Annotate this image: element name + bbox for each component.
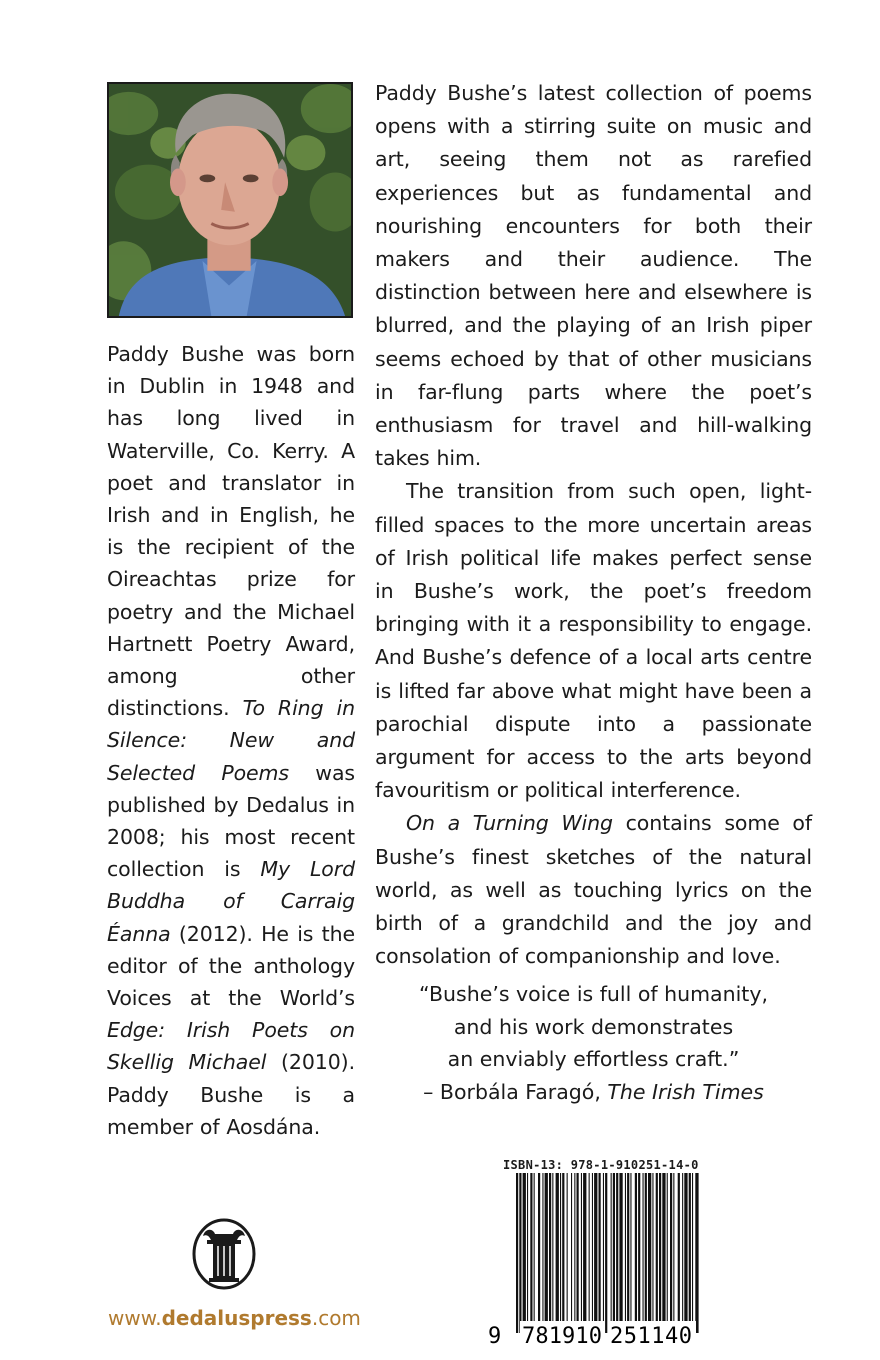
site-name: dedaluspress: [161, 1306, 312, 1330]
review-quote: [375, 978, 812, 1108]
description-paragraph-2: The transition from such open, light-filled spaces to the more uncertain areas of Irish political life makes perfect sense in Bushe’s work, the poet’s freedom bringing with it a responsibility to engage. And Bushe’s defence of a local arts centre is lifted far above what might have been a parochial dispute into a passionate argument for access to the arts beyond favouritism or political interference.: [375, 479, 812, 803]
barcode-bar: [605, 1173, 607, 1333]
author-photo: [107, 82, 353, 318]
book-title: On a Turning Wing: [406, 811, 613, 836]
barcode-bar: [673, 1173, 674, 1333]
bio-text-1: Paddy Bushe was born in Dublin in 1948 and has long lived in Waterville, Co. Kerry. A poet and translator in Irish and in English, he is the recipient of the Oireachtas prize for poetry and the Michael Hartnett Poetry Award, among other distinctions.: [107, 342, 355, 721]
barcode-bar: [567, 1173, 568, 1333]
bio-text-4: (2010). Paddy Bushe is a member of Aosdána.: [107, 1050, 355, 1139]
isbn-label: ISBN-13: 978-1-910251-14-0: [503, 1158, 699, 1172]
bio-book-title-2: My Lord Buddha of Carraig Éanna: [107, 857, 355, 946]
barcode-bar: [638, 1173, 640, 1333]
barcode-bar: [684, 1173, 687, 1333]
bio-text-2: was published by Dedalus in 2008; his most recent collection is: [107, 760, 355, 882]
barcode-bar: [662, 1173, 665, 1333]
barcode-bar: [695, 1173, 698, 1333]
publisher-website-link[interactable]: [108, 1306, 361, 1330]
barcode-bar: [549, 1173, 551, 1333]
quote-attribution: [375, 1076, 812, 1109]
barcode-bar: [530, 1173, 532, 1333]
barcode-first-digit: 9: [488, 1324, 502, 1349]
barcode-bar: [603, 1173, 604, 1333]
barcode-bar: [670, 1173, 672, 1333]
barcode-bar: [545, 1173, 548, 1333]
quote-line-3: an enviably effortless craft.”: [447, 1047, 740, 1071]
barcode-bar: [527, 1173, 528, 1333]
barcode-bar: [635, 1173, 637, 1333]
barcode-bar: [645, 1173, 647, 1333]
barcode-bar: [516, 1173, 518, 1333]
author-biography: [107, 338, 355, 1143]
bio-book-title-1: To Ring in Silence: New and Selected Poems: [107, 696, 355, 785]
barcode-bar: [656, 1173, 658, 1333]
barcode-bar: [689, 1173, 691, 1333]
barcode-bar: [538, 1173, 540, 1333]
barcode-bar: [571, 1173, 572, 1333]
quote-line-1: “Bushe’s voice is full of humanity,: [419, 982, 768, 1006]
description-paragraph-3-text: contains some of Bushe’s finest sketches of the natural world, as well as touching lyrics on the birth of a grandchild and the joy and consolation of companionship and love.: [375, 811, 812, 969]
barcode-bar: [659, 1173, 661, 1333]
barcode-bar: [562, 1173, 564, 1333]
barcode-bar: [613, 1173, 615, 1333]
barcode-bar: [599, 1173, 601, 1333]
barcode-bar: [630, 1173, 631, 1333]
barcode-bar: [625, 1173, 626, 1333]
barcode-bar: [589, 1173, 590, 1333]
barcode-bar: [523, 1173, 526, 1333]
description-paragraph-1: Paddy Bushe’s latest collection of poems opens with a stirring suite on music and art, seeing them not as rarefied experiences but as fundamental and nourishing encounters for both their makers and their audience. The distinction between here and elsewhere is blurred, and the playing of an Irish piper seems echoed by that of other musicians in far-flung parts where the poet’s enthusiasm for travel and hill-walking takes him.: [375, 81, 812, 471]
barcode-bar: [619, 1173, 622, 1333]
quote-reviewer: – Borbála Faragó,: [423, 1079, 608, 1104]
barcode-bar: [643, 1173, 644, 1333]
barcode-bar: [611, 1173, 612, 1333]
barcode-right-digits: 251140: [610, 1324, 692, 1349]
barcode-bar: [574, 1173, 575, 1333]
barcode-bar: [594, 1173, 597, 1333]
barcode-bar: [560, 1173, 561, 1333]
isbn-barcode: [482, 1173, 704, 1349]
quote-source: The Irish Times: [607, 1079, 764, 1104]
barcode-bar: [577, 1173, 579, 1333]
bio-text-3: (2012). He is the editor of the anthology Voices at the World’s: [107, 921, 355, 1011]
barcode-left-digits: 781910: [522, 1324, 602, 1349]
site-prefix: www.: [108, 1306, 162, 1330]
barcode-bar: [552, 1173, 553, 1333]
barcode-bar: [652, 1173, 653, 1333]
barcode-bar: [692, 1173, 693, 1333]
barcode-bar: [534, 1173, 535, 1333]
barcode-bar: [592, 1173, 593, 1333]
site-suffix: .com: [311, 1306, 361, 1330]
barcode-bar: [556, 1173, 559, 1333]
barcode-bar: [616, 1173, 618, 1333]
bio-book-title-3: Edge: Irish Poets on Skellig Michael: [107, 1018, 355, 1075]
barcode-bar: [542, 1173, 543, 1333]
dedalus-column-logo-icon: [191, 1214, 257, 1290]
barcode-bar: [678, 1173, 680, 1333]
barcode-bars: [516, 1173, 699, 1333]
book-description: [375, 77, 812, 973]
barcode-bar: [648, 1173, 651, 1333]
barcode-bar: [627, 1173, 629, 1333]
barcode-bar: [667, 1173, 668, 1333]
author-portrait-image: [109, 84, 351, 316]
barcode-bar: [519, 1173, 521, 1333]
barcode-bar: [682, 1173, 683, 1333]
description-paragraph-3: [375, 807, 812, 973]
barcode-bar: [581, 1173, 582, 1333]
barcode-bar: [583, 1173, 586, 1333]
quote-line-2: and his work demonstrates: [453, 1014, 734, 1039]
